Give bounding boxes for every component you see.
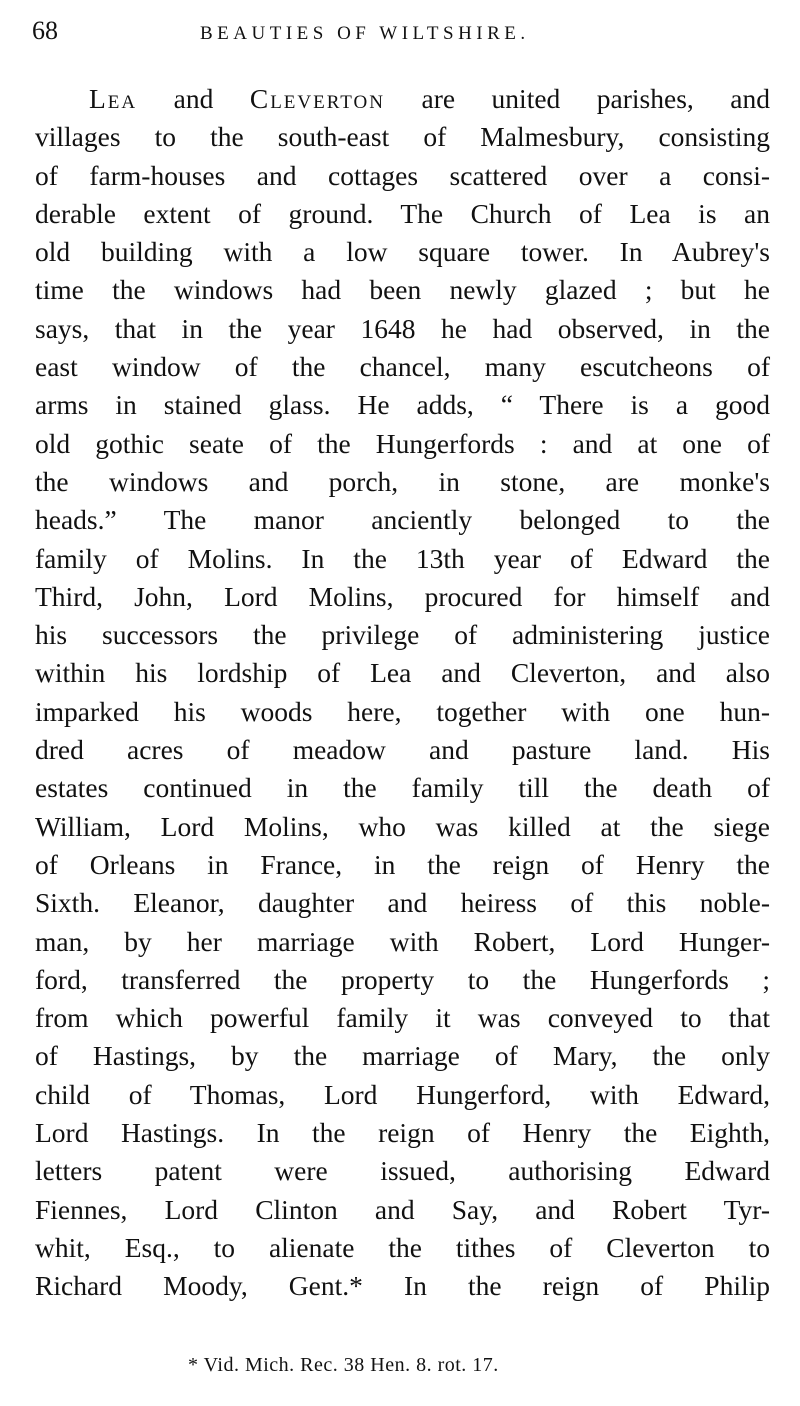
place-name-lea: Lea: [89, 83, 138, 114]
text-line: family of Molins. In the 13th year of Edward the: [35, 542, 770, 574]
text-line: whit, Esq., to alienate the tithes of Cleverton to: [35, 1231, 770, 1263]
text-line: man, by her marriage with Robert, Lord Hunger-: [35, 925, 770, 957]
text-line: heads.” The manor anciently belonged to the: [35, 504, 770, 536]
text-line: Fiennes, Lord Clinton and Say, and Robert Tyr-: [35, 1193, 770, 1225]
body-text: [35, 80, 770, 1306]
text-line: [35, 80, 770, 118]
text-line: old building with a low square tower. In Aubrey's: [35, 236, 770, 268]
text-line: William, Lord Molins, who was killed at the siege: [35, 810, 770, 842]
text-line: his successors the privilege of administering justice: [35, 619, 770, 651]
text-line: the windows and porch, in stone, are monke's: [35, 465, 770, 497]
text-line: letters patent were issued, authorising Edward: [35, 1155, 770, 1187]
text-line: of farm-houses and cottages scattered over a consi-: [35, 159, 770, 191]
text-line: within his lordship of Lea and Cleverton, and also: [35, 657, 770, 689]
first-line-rest: are united parishes, and: [421, 83, 770, 114]
place-name-cleverton: Cleverton: [249, 83, 385, 114]
text-line: derable extent of ground. The Church of Lea is an: [35, 197, 770, 229]
text-line: says, that in the year 1648 he had observed, in the: [35, 312, 770, 344]
text-line: Sixth. Eleanor, daughter and heiress of this noble-: [35, 887, 770, 919]
text-line: from which powerful family it was conveyed to that: [35, 1002, 770, 1034]
text-line: imparked his woods here, together with one hun-: [35, 695, 770, 727]
text-line: estates continued in the family till the death of: [35, 772, 770, 804]
text-line: Richard Moody, Gent.* In the reign of Philip: [35, 1270, 770, 1302]
text-line: dred acres of meadow and pasture land. His: [35, 734, 770, 766]
text-line: of Hastings, by the marriage of Mary, the only: [35, 1040, 770, 1072]
text-line: Third, John, Lord Molins, procured for himself and: [35, 580, 770, 612]
page-number: 68: [32, 16, 58, 45]
text-line: old gothic seate of the Hungerfords : and at one of: [35, 427, 770, 459]
text-line: time the windows had been newly glazed ; but he: [35, 274, 770, 306]
text-line: Lord Hastings. In the reign of Henry the Eighth,: [35, 1117, 770, 1149]
conjunction: and: [173, 83, 214, 114]
running-head: BEAUTIES OF WILTSHIRE.: [200, 23, 530, 44]
text-line: arms in stained glass. He adds, “ There is a good: [35, 389, 770, 421]
text-line: child of Thomas, Lord Hungerford, with Edward,: [35, 1078, 770, 1110]
text-line: villages to the south-east of Malmesbury, consisting: [35, 121, 770, 153]
text-line: of Orleans in France, in the reign of Henry the: [35, 848, 770, 880]
text-line: ford, transferred the property to the Hungerfords ;: [35, 963, 770, 995]
footnote: * Vid. Mich. Rec. 38 Hen. 8. rot. 17.: [188, 1354, 499, 1376]
text-line: east window of the chancel, many escutcheons of: [35, 351, 770, 383]
